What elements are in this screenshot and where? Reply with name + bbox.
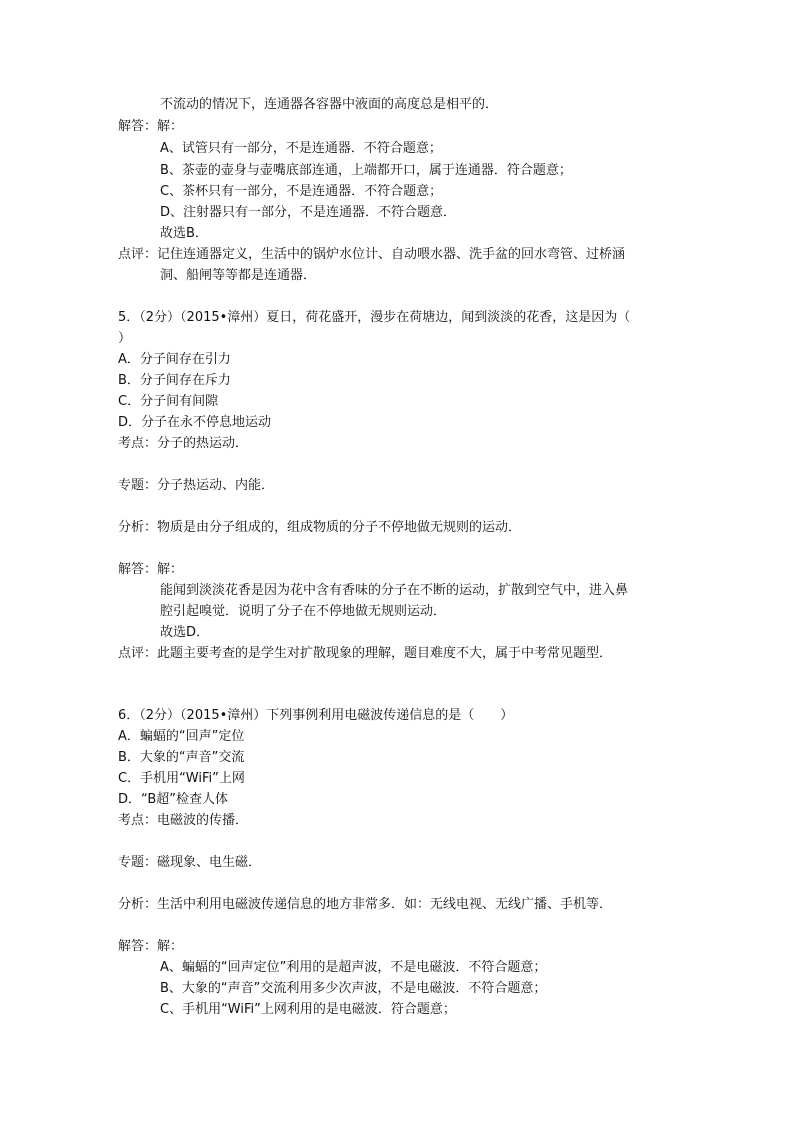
text-line: 解答：解：: [118, 119, 184, 134]
text-line: A、试管只有一部分，不是连通器．不符合题意；: [160, 141, 442, 156]
text-line: 故选D．: [160, 625, 210, 640]
text-line: 能闻到淡淡花香是因为花中含有香味的分子在不断的运动，扩散到空气中，进入鼻: [160, 583, 629, 598]
text-line: A．分子间存在引力: [118, 352, 231, 367]
text-line: ）: [118, 331, 132, 346]
text-line: B．分子间存在斥力: [118, 373, 231, 388]
text-line: D．分子在永不停息地运动: [118, 415, 272, 430]
text-line: C、手机用“WiFi”上网利用的是电磁波．符合题意；: [160, 1002, 456, 1017]
text-line: C．手机用“WiFi”上网: [118, 771, 245, 786]
text-line: 考点：分子的热运动．: [118, 436, 249, 451]
text-line: 6．（2分）（2015•漳州）下列事例利用电磁波传递信息的是（ ）: [118, 708, 514, 723]
text-line: B、大象的“声音”交流利用多少次声波，不是电磁波．不符合题意；: [160, 981, 547, 996]
text-line: 考点：电磁波的传播．: [118, 813, 249, 828]
text-line: 解答：解：: [118, 939, 184, 954]
text-line: A、蝙蝠的“回声定位”利用的是超声波，不是电磁波．不符合题意；: [160, 960, 547, 975]
text-line: 专题：分子热运动、内能．: [118, 478, 275, 493]
text-line: B．大象的“声音”交流: [118, 750, 245, 765]
text-line: 不流动的情况下，连通器各容器中液面的高度总是相平的．: [160, 97, 499, 112]
text-line: 解答：解：: [118, 562, 184, 577]
text-line: 洞、船闸等等都是连通器．: [160, 268, 317, 283]
text-line: 故选B．: [160, 226, 208, 241]
text-line: 分析：生活中利用电磁波传递信息的地方非常多．如：无线电视、无线广播、手机等．: [118, 897, 613, 912]
text-line: D．“B超”检查人体: [118, 792, 228, 807]
text-line: 专题：磁现象、电生磁．: [118, 855, 262, 870]
text-line: 分析：物质是由分子组成的，组成物质的分子不停地做无规则的运动．: [118, 520, 522, 535]
text-line: C．分子间有间隙: [118, 394, 219, 409]
text-line: A．蝙蝠的“回声”定位: [118, 729, 245, 744]
text-line: C、茶杯只有一部分，不是连通器．不符合题意；: [160, 184, 443, 199]
text-line: B、茶壶的壶身与壶嘴底部连通，上端都开口，属于连通器．符合题意；: [160, 163, 572, 178]
text-line: 5．（2分）（2015•漳州）夏日，荷花盛开，漫步在荷塘边，闻到淡淡的花香，这是因为（: [118, 310, 631, 325]
text-line: 腔引起嗅觉．说明了分子在不停地做无规则运动．: [160, 604, 447, 619]
text-line: 点评：记住连通器定义，生活中的锅炉水位计、自动喂水器、洗手盆的回水弯管、过桥涵: [118, 247, 626, 262]
text-line: 点评：此题主要考查的是学生对扩散现象的理解，题目难度不大，属于中考常见题型．: [118, 646, 613, 661]
text-line: D、注射器只有一部分，不是连通器．不符合题意．: [160, 205, 457, 220]
